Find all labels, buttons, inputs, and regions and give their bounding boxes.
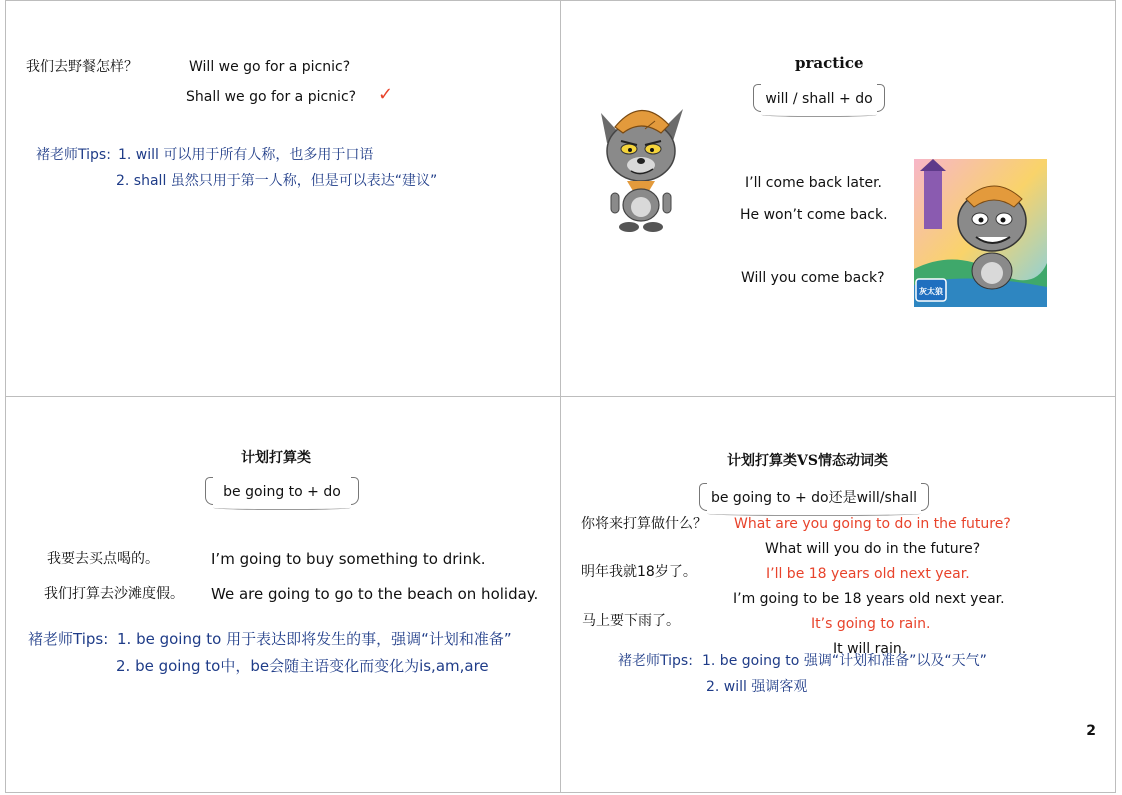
- slide-panel-practice: [560, 0, 1116, 397]
- formula-text: will / shall + do: [765, 91, 873, 107]
- formula-text: be going to + do: [223, 484, 341, 500]
- page-number: 2: [1086, 723, 1096, 739]
- tip-line-2: 2. be going to中，be会随主语变化而变化为is,am,are: [116, 657, 489, 675]
- tip-line-1: 1. be going to 强调“计划和准备”以及“天气”: [702, 653, 987, 669]
- tip-line-2: 2. will 强调客观: [706, 679, 808, 695]
- tip-line-1: 1. will 可以用于所有人称，也多用于口语: [118, 147, 374, 163]
- en-sentence-2: We are going to go to the beach on holiday.: [211, 585, 539, 603]
- wolf-cartoon-icon: [593, 93, 689, 233]
- slide-panel-comparison: [560, 396, 1116, 793]
- cn-sentence-1: 我要去买点喝的。: [47, 551, 159, 567]
- cn-sentence-1: 你将来打算做什么？: [581, 516, 707, 532]
- en-sentence-1: I’m going to buy something to drink.: [211, 550, 486, 568]
- formula-text: be going to + do还是will/shall: [710, 490, 917, 506]
- formula-scroll: [701, 485, 927, 511]
- panel-title: practice: [795, 54, 864, 72]
- formula-scroll: [207, 479, 357, 505]
- panel-title: 计划打算类VS情态动词类: [727, 453, 888, 469]
- slide-panel-be-going-to: [5, 396, 561, 793]
- cn-question: 我们去野餐怎样？: [26, 59, 138, 75]
- panel-title: 计划打算类: [241, 450, 311, 466]
- tips-label: 褚老师Tips:: [36, 147, 111, 163]
- en-sentence-will: Will we go for a picnic?: [189, 59, 351, 75]
- practice-sentence-3: Will you come back?: [741, 270, 885, 286]
- tips-label: 褚老师Tips:: [28, 630, 109, 648]
- cn-sentence-2: 明年我就18岁了。: [581, 564, 697, 580]
- en-sentence-1a: What are you going to do in the future?: [734, 516, 1011, 532]
- en-sentence-2a: I’ll be 18 years old next year.: [766, 566, 970, 582]
- badge-text: 灰太狼: [919, 287, 943, 296]
- formula-scroll: [755, 86, 883, 112]
- cn-sentence-2: 我们打算去沙滩度假。: [44, 586, 184, 602]
- tip-line-2: 2. shall 虽然只用于第一人称，但是可以表达“建议”: [116, 173, 438, 189]
- check-icon: ✓: [378, 84, 394, 105]
- wolf-poster-image: [914, 159, 1047, 307]
- practice-sentence-2: He won’t come back.: [740, 207, 888, 223]
- en-sentence-3a: It’s going to rain.: [811, 616, 931, 632]
- slide-panel-will-shall: [5, 0, 561, 397]
- practice-sentence-1: I’ll come back later.: [745, 175, 882, 191]
- cn-sentence-3: 马上要下雨了。: [582, 613, 680, 629]
- en-sentence-3b: It will rain.: [833, 641, 907, 657]
- en-sentence-shall: Shall we go for a picnic?: [186, 89, 357, 105]
- en-sentence-1b: What will you do in the future?: [765, 541, 981, 557]
- en-sentence-2b: I’m going to be 18 years old next year.: [733, 591, 1005, 607]
- tips-label: 褚老师Tips:: [618, 653, 693, 669]
- tip-line-1: 1. be going to 用于表达即将发生的事，强调“计划和准备”: [117, 630, 512, 648]
